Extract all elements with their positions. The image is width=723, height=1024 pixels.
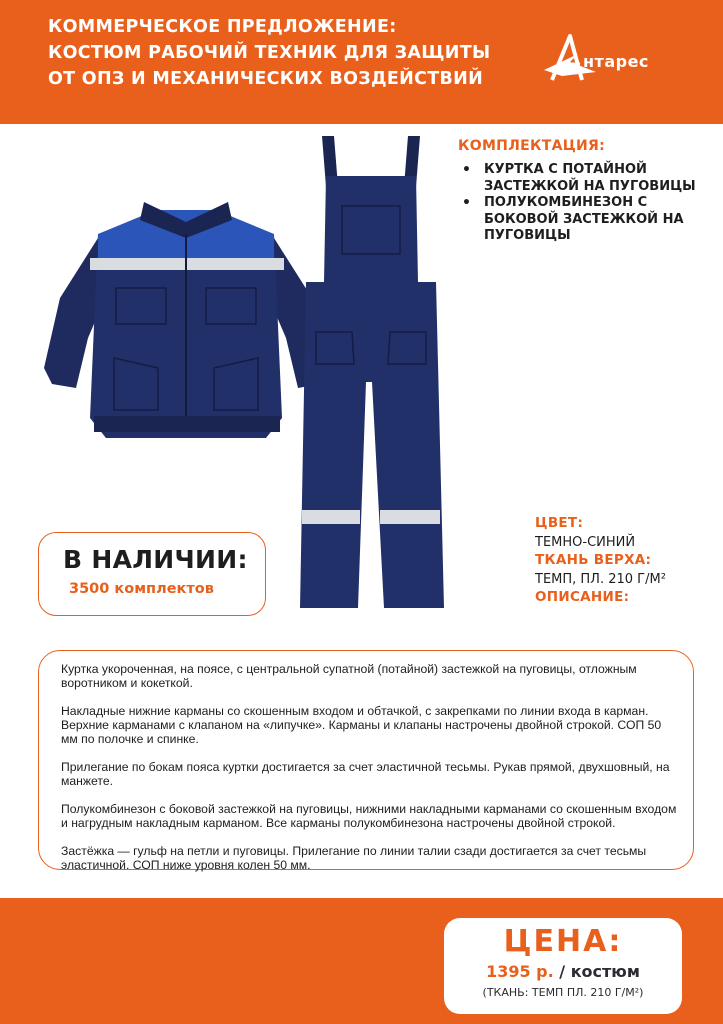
stock-badge <box>38 532 266 616</box>
overalls-image <box>292 132 450 616</box>
title-line-3: ОТ ОПЗ И МЕХАНИЧЕСКИХ ВОЗДЕЙСТВИЙ <box>48 69 484 89</box>
kit-list <box>460 162 700 245</box>
price-unit: / костюм <box>553 962 640 981</box>
jacket-image <box>36 188 336 450</box>
color-label: ЦВЕТ: <box>535 515 584 531</box>
price-title: ЦЕНА: <box>503 924 623 959</box>
title-line-1: КОММЕРЧЕСКОЕ ПРЕДЛОЖЕНИЕ: <box>48 17 397 37</box>
stock-value: 3500 комплектов <box>69 581 214 597</box>
price-note: (ТКАНЬ: ТЕМП ПЛ. 210 Г/М²) <box>482 986 644 999</box>
price-box <box>444 918 682 1014</box>
kit-item-jacket: • КУРТКА С ПОТАЙНОЙ ЗАСТЕЖКОЙ НА ПУГОВИЦЫ <box>460 162 700 195</box>
header-band <box>0 0 723 124</box>
title-line-2: КОСТЮМ РАБОЧИЙ ТЕХНИК ДЛЯ ЗАЩИТЫ <box>48 43 491 63</box>
description-box <box>38 650 694 870</box>
description-paragraph-4: Полукомбинезон с боковой застежкой на пуговицы, нижними накладными карманами со скошенным входом и нагрудным накладным карманом. Все карманы полукомбинезона настрочены двойной строкой. <box>61 802 677 830</box>
description-paragraph-1: Куртка укороченная, на поясе, с центральной супатной (потайной) застежкой на пуговицы, отложным воротником и кокеткой. <box>61 662 637 690</box>
price-line <box>444 962 682 981</box>
logo-text: нтарес <box>583 52 649 71</box>
fabric-value: ТЕМП, ПЛ. 210 Г/М² <box>535 572 666 587</box>
description-paragraph-5: Застёжка — гульф на петли и пуговицы. Прилегание по линии талии сзади достигается за счет тесьмы эластичной. СОП ниже уровня колен 50 мм. <box>61 844 647 872</box>
kit-item-overalls: • ПОЛУКОМБИНЕЗОН С БОКОВОЙ ЗАСТЕЖКОЙ НА ПУГОВИЦЫ <box>460 195 700 245</box>
kit-title: КОМПЛЕКТАЦИЯ: <box>458 138 605 154</box>
page-title <box>48 14 548 92</box>
description-text <box>61 662 681 886</box>
color-value: ТЕМНО-СИНИЙ <box>535 535 636 550</box>
description-label: ОПИСАНИЕ: <box>535 589 630 605</box>
fabric-label: ТКАНЬ ВЕРХА: <box>535 552 652 568</box>
description-paragraph-3: Прилегание по бокам пояса куртки достигается за счет эластичной тесьмы. Рукав прямой, двухшовный, на манжете. <box>61 760 670 788</box>
price-amount: 1395 р. <box>486 962 554 981</box>
stock-title: В НАЛИЧИИ: <box>63 545 248 574</box>
description-paragraph-2: Накладные нижние карманы со скошенным входом и обтачкой, с закрепками по линии входа в карман. Верхние карманами с клапаном на «липучке». Карманы и клапаны настрочены двойной строкой. СОП 50 мм по полочке и спинке. <box>61 704 662 746</box>
